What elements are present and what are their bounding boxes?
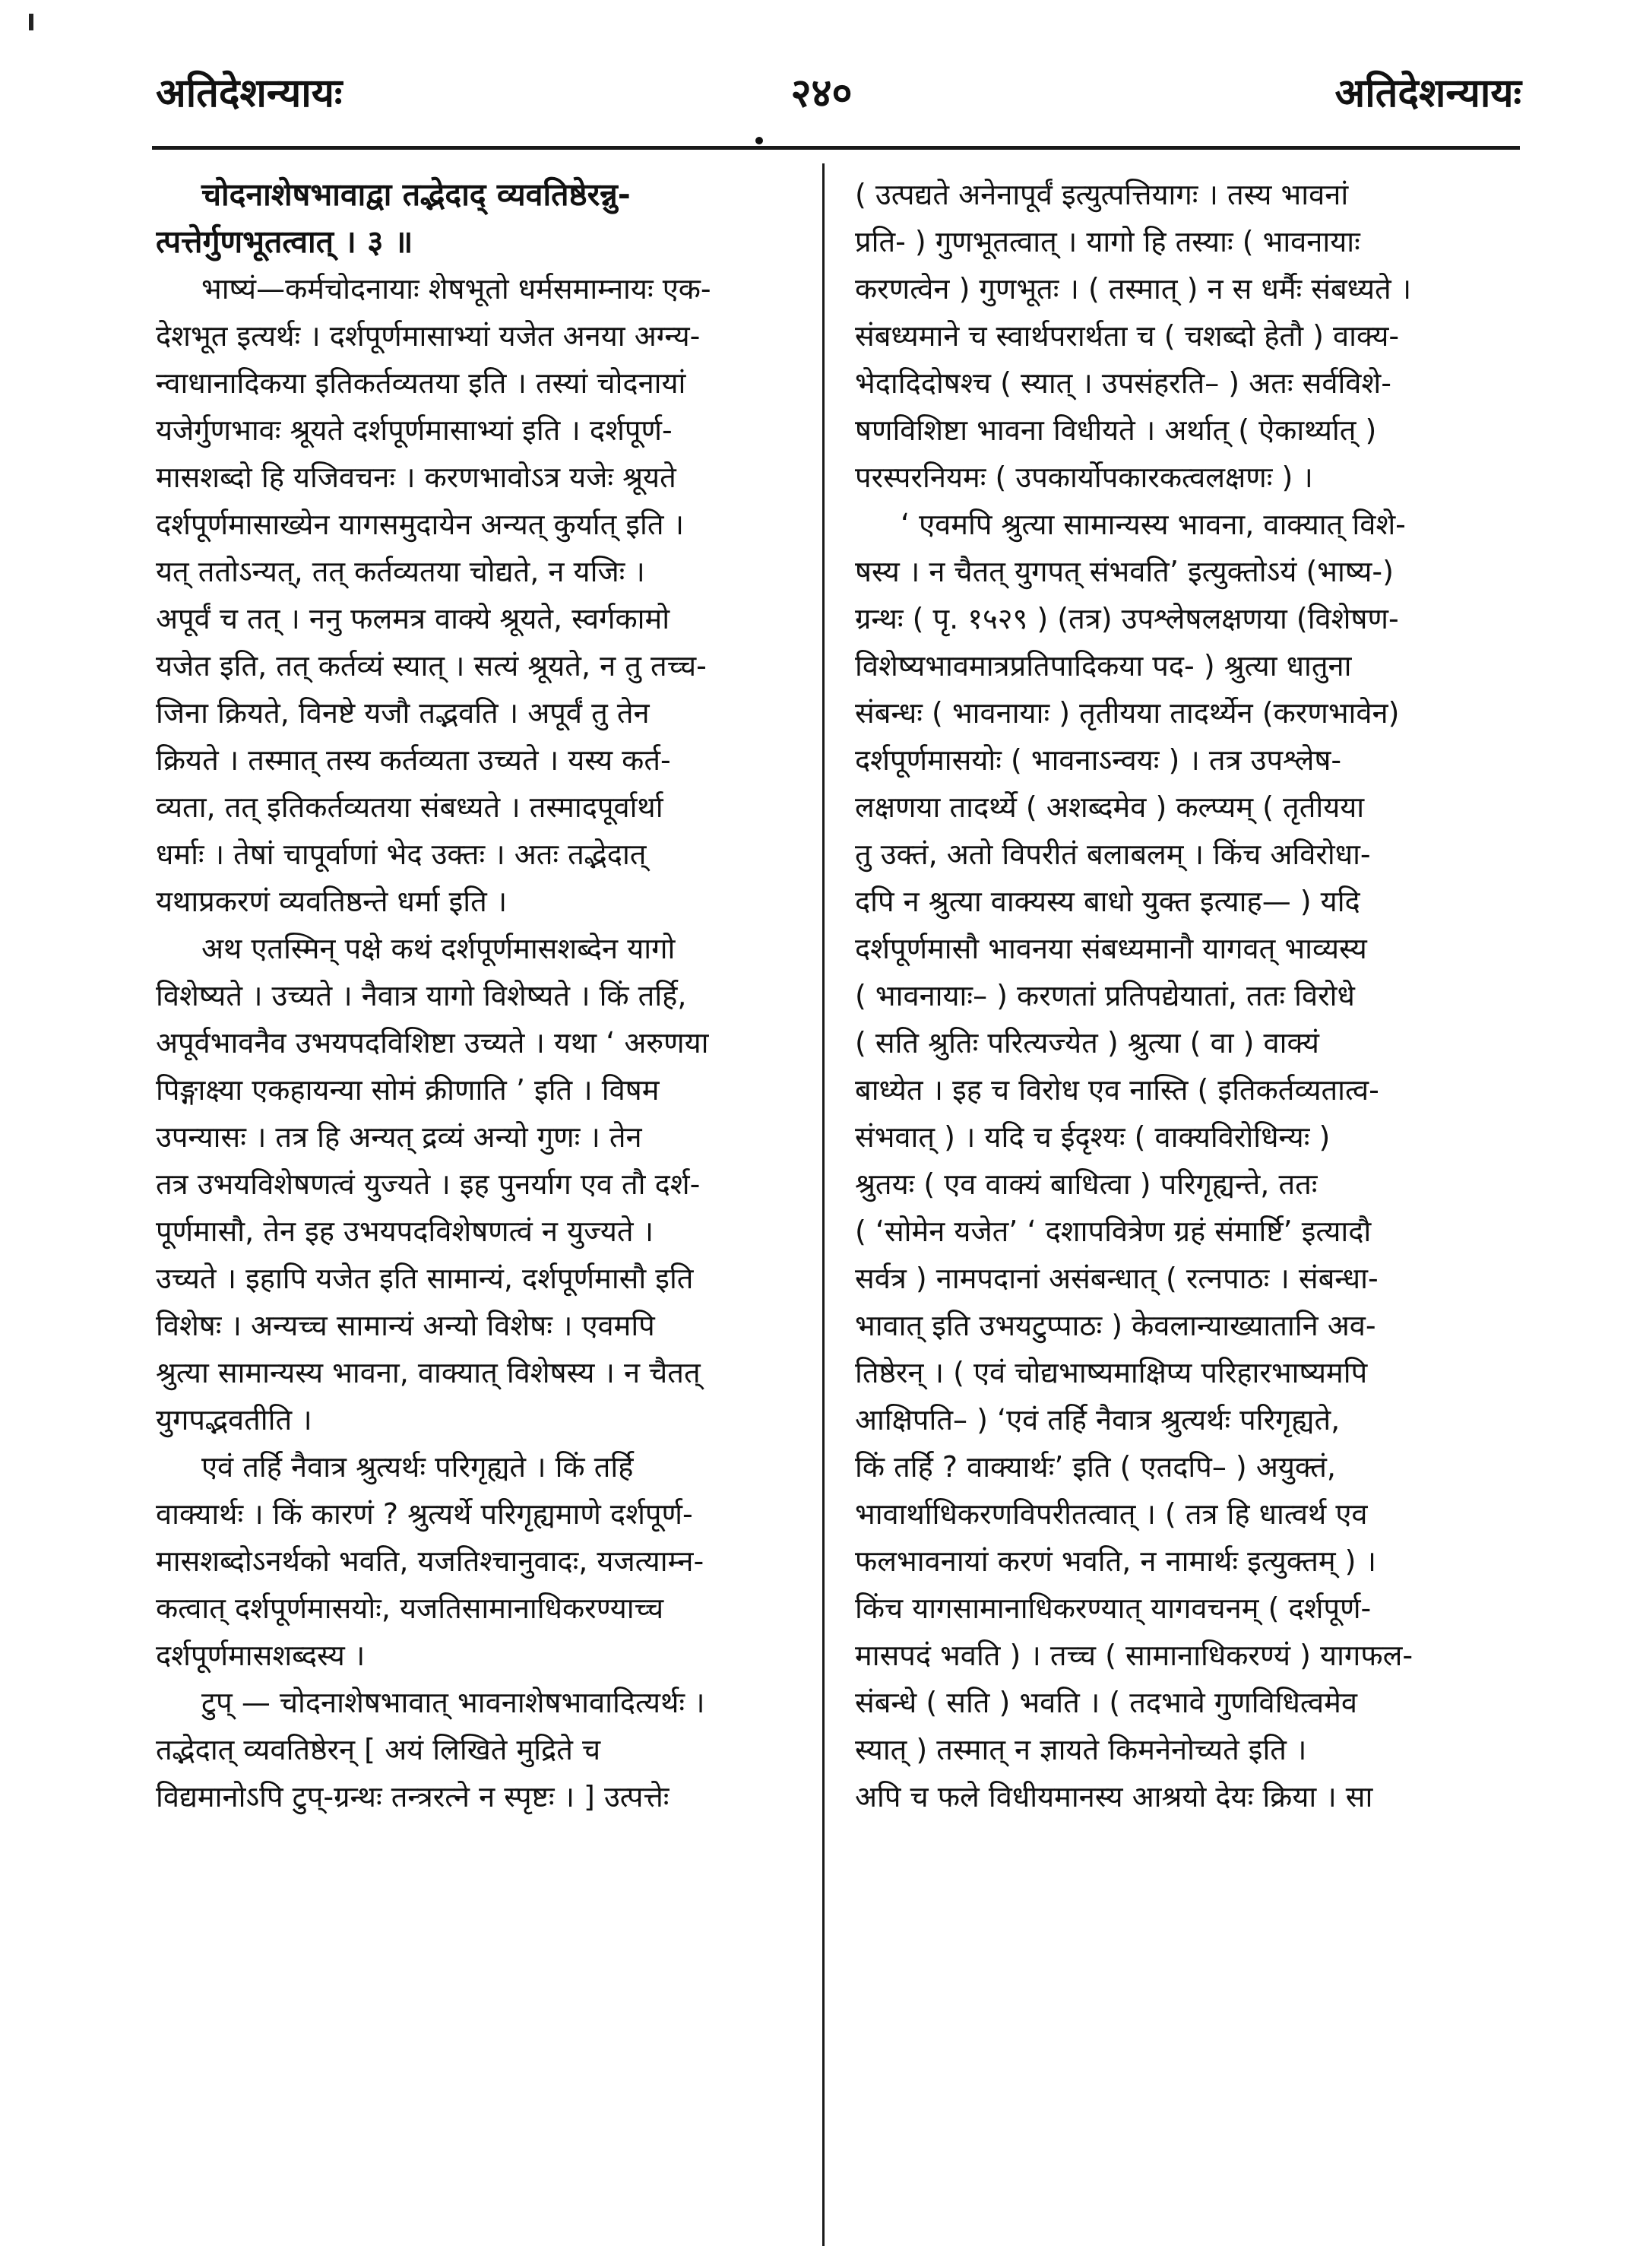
- text-line: अपि च फले विधीयमानस्य आश्रयो देयः क्रिया । सा: [855, 1780, 1373, 1813]
- ink-speck: [29, 14, 33, 30]
- text-line: तत्र उभयविशेषणत्वं युज्यते । इह पुनर्याग एव तौ दर्श-: [156, 1167, 701, 1201]
- text-line: चोदनाशेषभावाद्वा तद्भेदाद् व्यवतिष्ठेरन्नु-: [201, 176, 631, 213]
- text-line: ( भावनायाः– ) करणतां प्रतिपद्येयातां, ततः विरोधे: [855, 979, 1355, 1012]
- text-line: दर्शपूर्णमासाख्येन यागसमुदायेन अन्यत् कुर्यात् इति ।: [156, 508, 684, 541]
- text-line: उच्यते । इहापि यजेत इति सामान्यं, दर्शपूर्णमासौ इति: [156, 1262, 694, 1295]
- text-line: यथाप्रकरणं व्यवतिष्ठन्ते धर्मा इति ।: [156, 885, 508, 918]
- text-line: लक्षणया तादर्थ्ये ( अशब्दमेव ) कल्प्यम् ( तृतीयया: [855, 790, 1365, 824]
- text-line: जिना क्रियते, विनष्टे यजौ तद्भवति । अपूर्वं तु तेन: [156, 696, 650, 730]
- text-line: क्रियते । तस्मात् तस्य कर्तव्यता उच्यते । यस्य कर्त-: [156, 743, 671, 777]
- text-line: न्वाधानादिकया इतिकर्तव्यतया इति । तस्यां चोदनायां: [156, 366, 686, 400]
- text-line: अपूर्वं च तत् । ननु फलमत्र वाक्ये श्रूयते, स्वर्गकामो: [156, 602, 670, 635]
- text-line: आक्षिपति– ) ‘एवं तर्हि नैवात्र श्रुत्यर्थः परिगृह्यते,: [855, 1403, 1341, 1437]
- paragraph: [855, 171, 1516, 501]
- text-line: मासपदं भवति ) । तच्च ( सामानाधिकरण्यं ) यागफल-: [855, 1639, 1413, 1672]
- text-line: वाक्यार्थः । किं कारणं ? श्रुत्यर्थे परिगृह्यमाणे दर्शपूर्ण-: [156, 1497, 693, 1531]
- text-line: किं तर्हि ? वाक्यार्थः’ इति ( एतदपि– ) अयुक्तं,: [855, 1450, 1336, 1484]
- left-column: [156, 171, 817, 1820]
- bhashya-paragraph: [156, 265, 817, 925]
- text-line: संबध्यमाने च स्वार्थपरार्थता च ( चशब्दो हेतौ ) वाक्य-: [855, 319, 1400, 353]
- text-line: एवं तर्हि नैवात्र श्रुत्यर्थः परिगृह्यते । किं तर्हि: [201, 1450, 634, 1484]
- header-dot: [755, 137, 763, 144]
- text-line: बाध्येत । इह च विरोध एव नास्ति ( इतिकर्तव्यतात्व-: [855, 1073, 1379, 1107]
- column-separator: [822, 163, 825, 2246]
- text-line: कत्वात् दर्शपूर्णमासयोः, यजतिसामानाधिकरण्याच्च: [156, 1592, 664, 1625]
- text-line: दर्शपूर्णमासयोः ( भावनाऽन्वयः ) । तत्र उपश्लेष-: [855, 743, 1342, 777]
- text-line: फलभावनायां करणं भवति, न नामार्थः इत्युक्तम् ) ।: [855, 1544, 1376, 1578]
- text-line: दर्शपूर्णमासशब्दस्य ।: [156, 1639, 366, 1672]
- text-line: ( उत्पद्यते अनेनापूर्वं इत्युत्पत्तियागः । तस्य भावनां: [855, 178, 1349, 211]
- text-line: त्पत्तेर्गुणभूतत्वात् । ३ ॥: [156, 223, 413, 260]
- paragraph: [855, 501, 1516, 1820]
- page-number: २४०: [790, 71, 853, 116]
- text-line: विशेष्यते । उच्यते । नैवात्र यागो विशेष्यते । किं तर्हि,: [156, 979, 687, 1012]
- text-line: युगपद्भवतीति ।: [156, 1403, 312, 1437]
- text-line: ग्रन्थः ( पृ. १५२९ ) (तत्र) उपश्लेषलक्षणया (विशेषण-: [855, 602, 1399, 635]
- text-line: भेदादिदोषश्च ( स्यात् । उपसंहरति– ) अतः सर्वविशे-: [855, 366, 1391, 400]
- text-line: अपूर्वभावनैव उभयपदविशिष्टा उच्यते । यथा ‘ अरुणया: [156, 1026, 709, 1060]
- tup-paragraph: [156, 1679, 817, 1820]
- header-rule: [152, 146, 1520, 150]
- text-line: धर्माः । तेषां चापूर्वाणां भेद उक्तः । अतः तद्भेदात्: [156, 838, 647, 871]
- sutra-heading: [156, 171, 817, 265]
- text-line: प्रति- ) गुणभूतत्वात् । यागो हि तस्याः ( भावनायाः: [855, 225, 1360, 258]
- text-line: भाष्यं—कर्मचोदनायाः शेषभूतो धर्मसमाम्नायः एक-: [201, 272, 711, 306]
- text-line: संबन्धः ( भावनायाः ) तृतीयया तादर्थ्येन (करणभावेन): [855, 696, 1400, 730]
- text-line: मासशब्दोऽनर्थको भवति, यजतिश्चानुवादः, यजत्याम्न-: [156, 1544, 704, 1578]
- text-line: तु उक्तं, अतो विपरीतं बलाबलम् । किंच अविरोधा-: [855, 838, 1371, 871]
- text-line: तिष्ठेरन् । ( एवं चोद्यभाष्यमाक्षिप्य परिहारभाष्यमपि: [855, 1356, 1368, 1389]
- text-line: व्यता, तत् इतिकर्तव्यतया संबध्यते । तस्मादपूर्वार्था: [156, 790, 663, 824]
- text-line: श्रुत्या सामान्यस्य भावना, वाक्यात् विशेषस्य । न चैतत्: [156, 1356, 701, 1389]
- text-line: दपि न श्रुत्या वाक्यस्य बाधो युक्त इत्याह— ) यदि: [855, 885, 1360, 918]
- running-header-left: अतिदेशन्यायः: [156, 71, 343, 116]
- text-line: भावार्थाधिकरणविपरीतत्वात् । ( तत्र हि धात्वर्थ एव: [855, 1497, 1368, 1531]
- text-line: षस्य । न चैतत् युगपत् संभवति’ इत्युक्तोऽयं (भाष्य-): [855, 555, 1394, 588]
- text-line: श्रुतयः ( एव वाक्यं बाधित्वा ) परिगृह्यन्ते, ततः: [855, 1167, 1318, 1201]
- text-line: विद्यमानोऽपि टुप्-ग्रन्थः तन्त्ररत्ने न स्पृष्टः । ] उत्पत्तेः: [156, 1780, 670, 1813]
- paragraph: [156, 925, 817, 1443]
- text-line: किंच यागसामानाधिकरण्यात् यागवचनम् ( दर्शपूर्ण-: [855, 1592, 1372, 1625]
- text-line: यत् ततोऽन्यत्, तत् कर्तव्यतया चोद्यते, न यजिः ।: [156, 555, 645, 588]
- text-line: यजेत इति, तत् कर्तव्यं स्यात् । सत्यं श्रूयते, न तु तच्च-: [156, 649, 707, 683]
- text-line: परस्परनियमः ( उपकार्योपकारकत्वलक्षणः ) ।: [855, 461, 1313, 494]
- text-line: षणविशिष्टा भावना विधीयते । अर्थात् ( ऐकार्थ्यात् ): [855, 413, 1377, 447]
- paragraph: [156, 1443, 817, 1679]
- text-line: करणत्वेन ) गुणभूतः । ( तस्मात् ) न स धर्मैः संबध्यते ।: [855, 272, 1412, 306]
- text-line: विशेष्यभावमात्रप्रतिपादिकया पद- ) श्रुत्या धातुना: [855, 649, 1352, 683]
- text-line: विशेषः । अन्यच्च सामान्यं अन्यो विशेषः । एवमपि: [156, 1309, 655, 1342]
- text-line: सर्वत्र ) नामपदानां असंबन्धात् ( रत्नपाठः । संबन्धा-: [855, 1262, 1379, 1295]
- text-line: देशभूत इत्यर्थः । दर्शपूर्णमासाभ्यां यजेत अनया अग्न्य-: [156, 319, 701, 353]
- text-line: तद्भेदात् व्यवतिष्ठेरन् [ अयं लिखिते मुद्रिते च: [156, 1733, 601, 1766]
- text-line: दर्शपूर्णमासौ भावनया संबध्यमानौ यागवत् भाव्यस्य: [855, 932, 1367, 965]
- text-line: पिङ्गाक्ष्या एकहायन्या सोमं क्रीणाति ’ इति । विषम: [156, 1073, 660, 1107]
- text-line: उपन्यासः । तत्र हि अन्यत् द्रव्यं अन्यो गुणः । तेन: [156, 1120, 642, 1154]
- text-line: ‘ एवमपि श्रुत्या सामान्यस्य भावना, वाक्यात् विशे-: [901, 508, 1406, 541]
- text-line: ( ‘सोमेन यजेत’ ‘ दशापवित्रेण ग्रहं संमार्ष्टि’ इत्यादौ: [855, 1215, 1372, 1248]
- text-line: संभवात् ) । यदि च ईदृश्यः ( वाक्यविरोधिन्यः ): [855, 1120, 1331, 1154]
- text-line: पूर्णमासौ, तेन इह उभयपदविशेषणत्वं न युज्यते ।: [156, 1215, 654, 1248]
- text-line: अथ एतस्मिन् पक्षे कथं दर्शपूर्णमासशब्देन यागो: [201, 932, 676, 965]
- text-line: टुप् — चोदनाशेषभावात् भावनाशेषभावादित्यर्थः ।: [201, 1686, 705, 1719]
- text-line: भावात् इति उभयटुप्पाठः ) केवलान्याख्यातानि अव-: [855, 1309, 1376, 1342]
- text-line: संबन्धे ( सति ) भवति । ( तदभावे गुणविधित्वमेव: [855, 1686, 1357, 1719]
- right-column: [855, 171, 1516, 1820]
- text-line: स्यात् ) तस्मात् न ज्ञायते किमनेनोच्यते इति ।: [855, 1733, 1307, 1766]
- text-line: यजेर्गुणभावः श्रूयते दर्शपूर्णमासाभ्यां इति । दर्शपूर्ण-: [156, 413, 673, 447]
- text-line: मासशब्दो हि यजिवचनः । करणभावोऽत्र यजेः श्रूयते: [156, 461, 676, 494]
- text-line: ( सति श्रुतिः परित्यज्येत ) श्रुत्या ( वा ) वाक्यं: [855, 1026, 1319, 1060]
- running-header-right: अतिदेशन्यायः: [1334, 71, 1521, 116]
